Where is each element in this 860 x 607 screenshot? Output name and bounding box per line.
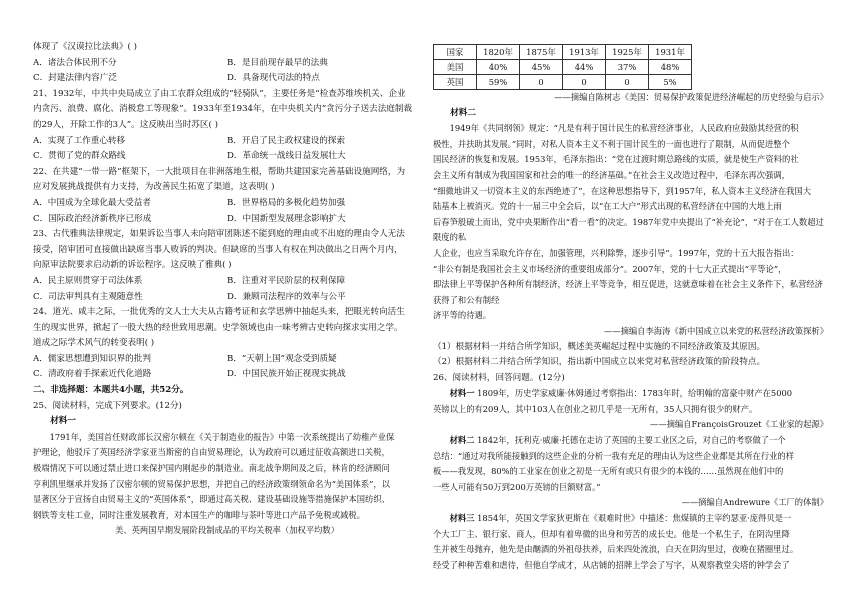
table-cell: 48% (649, 60, 692, 75)
q23-stem-3: 向原审法院要求启动新的诉讼程序。这反映了雅典( ) (33, 260, 232, 271)
material-one-line: 1791年，美国首任财政部长汉密尔顿在《关于制造业的报告》中第一次系统提出了幼稚产业保 (49, 431, 395, 442)
q24-option-d: D．中国民族开始正视现实挑战 (227, 369, 346, 380)
material-one-line: 钢铁等支柱工业，同时注重发展教育，对本国生产的咖啡与茶叶等进口产品予免税或减税。 (33, 509, 365, 520)
left-column (33, 40, 421, 539)
q24-stem-2: 生的现实世界，掀起了一股大热的经世致用思潮。史学领域也由一味考辨古史转向探求实用之学。 (33, 322, 403, 333)
table-cell: 美国 (434, 60, 477, 75)
table-header-cell: 1820年 (477, 45, 520, 60)
material-two-line: 国民经济的恢复和发展。1953年，毛泽东指出：“党在过渡时期总路线的实质，就是使生产资料的社 (433, 154, 799, 165)
material-two-line: 极性，并扶助其发展。”同时，对私人资本主义不利于国计民生的一面也进行了限制，从而促进整个 (433, 138, 790, 149)
q24-stem-1: 24、道光、咸丰之际，一批优秀的文人士大夫从古籍考证和玄学思辨中抽起头来，把眼光转向活生 (33, 307, 405, 318)
material-one-line: 护理论，他驳斥了英国经济学家亚当斯密的自由贸易理论，认为政府可以通过征收高额进口关税， (33, 447, 390, 458)
table-source: ——摘编自陈树志《美国：贸易保护政策促进经济崛起的历史经验与启示》 (554, 92, 828, 102)
table-header-row (434, 45, 692, 60)
q21-stem-2: 内贪污、浪费、腐化、消极怠工等现象”。1933年至1934年，在中央机关内“贪污分子送去法庭制裁 (33, 104, 413, 115)
q26-material-two-line: 总结：“通过对我所能接触到的这些企业的分析一我有充足的理由认为这些企业都是其所在行业的样 (433, 450, 795, 461)
q22-stem-1: 22、在共建“一带一路”框架下，一大批项目在非洲落地生根，帮助共建国家完善基础设施网络，为 (33, 166, 406, 177)
q26-material-one-line: 1809年，历史学家威廉·休姆通过考察指出：1783年时，给明翰的富豪中财产在5000 (477, 388, 793, 399)
q24-option-a: A．儒家思想遭到知识界的批判 (33, 353, 151, 364)
q22-option-d: D．中国新型发展理念影响扩大 (227, 213, 346, 224)
q21-option-b: B．开启了民主政权建设的探索 (227, 135, 346, 146)
q23-options (33, 274, 421, 305)
table-cell: 0 (563, 75, 606, 90)
q25-part-2: （2）根据材料二并结合所学知识，指出新中国成立以来党对私营经济政策的阶段特点。 (433, 357, 766, 368)
q23-stem-1: 23、古代雅典法律规定，如果诉讼当事人未向陪审团陈述不能到庭的理由或不出庭的理由令人无法 (33, 229, 405, 240)
table-cell: 英国 (434, 75, 477, 90)
material-two-line: 会主义所有制成为我国国家和社会的唯一的经济基础。”在社会主义改造过程中，毛泽东再次强调， (433, 169, 790, 180)
table-cell: 59% (477, 75, 520, 90)
table-cell: 37% (606, 60, 649, 75)
q20-option-a: A．诸法合体民刑不分 (33, 57, 117, 68)
q20-tail: 体现了《汉谟拉比法典》( ) (33, 42, 137, 52)
q25-part-1: （1）根据材料一并结合所学知识，概述美英崛起过程中实施的不同经济政策及其原因。 (433, 341, 766, 352)
q21-option-d: D．革命统一战线日益发展壮大 (227, 151, 346, 162)
material-two-source: ——摘编自李海涛《新中国成立以来党的私营经济政策探析》 (603, 325, 828, 336)
table-cell: 5% (649, 75, 692, 90)
table-header-cell: 国家 (434, 45, 477, 60)
q26-material-two-source: ——摘编自Andrewure《工厂的体制》 (681, 497, 828, 508)
material-two-text (433, 121, 828, 324)
q24-stem-3: 道成之际学术风气的转变表明( ) (33, 338, 155, 349)
q26-material-two-line: 1842年，抚利克·威廉·托德在走访了英国的主要工业区之后，对自己的考察做了一个 (477, 435, 786, 446)
q22-option-b: B．世界格局的多极化趋势加强 (227, 197, 346, 208)
table-cell: 40% (477, 60, 520, 75)
q22-option-a: A．中国成为全球化最大受益者 (33, 197, 151, 208)
q21-option-a: A．实现了工作重心转移 (33, 135, 126, 146)
material-two-line: 人企业，也应当采取允许存在，加强管理，兴利除弊，逐步引导”。1997年，党的十五大报告指出： (433, 247, 799, 258)
table-cell: 0 (606, 75, 649, 90)
q22-stem-2: 应对发展挑战提供有力支持，为改善民生拓宽了渠道，这表明( ) (33, 182, 275, 193)
q26-material-one (433, 386, 828, 417)
q21-stem-3: 的29人，开除工作的3人”。这反映出当时苏区( ) (33, 119, 218, 130)
material-two-line: 陆基本上被消灭。党的十一届三中全会后，以“在工大户”形式出现的私营经济在中国的大地上雨 (433, 201, 782, 212)
table-row (434, 75, 692, 90)
tariff-table (433, 44, 692, 90)
q26-stem: 26、阅读材料，回答问题。(12分) (433, 372, 565, 383)
q24-option-c: C．清政府着手探索近代化道路 (33, 369, 152, 380)
q20-options (33, 56, 421, 87)
table-header-cell: 1925年 (606, 45, 649, 60)
q26-material-three-line: 个大工厂主、银行家、商人，但却有着卑微的出身和劳苦的成长史。他是一个私生子，在阴沟里降 (433, 528, 790, 539)
q22-options (33, 196, 421, 227)
table-header-cell: 1931年 (649, 45, 692, 60)
q26-material-three-label: 材料三 (449, 513, 475, 524)
right-column (433, 42, 828, 573)
q24-options (33, 352, 421, 383)
q26-material-two-line: 板——我发现，80%的工业家在创业之初是一无所有或只有很少的本钱的……虽然现在他们中的 (433, 466, 784, 477)
material-two-title: 材料二 (450, 107, 476, 118)
material-two-line: 1949年《共同纲领》规定：“凡是有利于国计民生的私营经济事业，人民政府应鼓励其经营的积 (449, 123, 799, 134)
table-caption: 美、英两国早期发展阶段制成品的平均关税率（加权平均数） (114, 525, 340, 536)
q23-stem-2: 接受，陪审团可直接做出缺席当事人败诉的判决。但缺席的当事人有权在判决做出之日两个月内， (33, 244, 403, 255)
q26-material-two-line: 一些人可能有50万到200万英镑的巨额财富。” (433, 481, 601, 492)
q26-material-one-source: ——摘编自FrançoisGrouzet《工业家的起源》 (650, 419, 828, 430)
material-two-line: “细微地讲又一切资本主义的东西绝迹了”，在这种思想指导下，到1957年，私人资本主义经济在我国大 (433, 185, 812, 196)
material-one-line: 极端情况下可以通过禁止进口来保护国内刚起步的制造业。南北战争期间及之后，林肯的经济顾问 (33, 463, 390, 474)
table-cell: 45% (520, 60, 563, 75)
q20-option-b: B．是目前现存最早的法典 (227, 57, 328, 68)
q21-option-c: C．贯彻了党的群众路线 (33, 151, 126, 162)
q26-material-three-line: 1854年，英国文学家狄更斯在《艰难时世》中描述：焦煤镇的主宰约瑟亚·庞得贝是一 (477, 513, 792, 524)
q26-material-three-line: 经受了种种苦难和虐待，但他自学成才，从店铺的招牌上学会了写字，从观察教堂尖塔的钟学会了 (433, 559, 790, 570)
q23-option-b: B．注重对平民阶层的权利保障 (227, 275, 346, 286)
q21-options (33, 134, 421, 165)
q20-option-d: D．具备现代司法的特点 (227, 73, 320, 84)
table-cell: 44% (563, 60, 606, 75)
q26-material-one-label: 材料一 (449, 388, 475, 399)
table-row (434, 60, 692, 75)
q26-material-three (433, 511, 828, 573)
q22-option-c: C．国际政治经济新秩序已形成 (33, 213, 152, 224)
q24-option-b: B．“天朝上国”观念受到质疑 (227, 353, 337, 364)
table-cell: 0 (520, 75, 563, 90)
q23-option-c: C．司法审判具有主观随意性 (33, 291, 143, 302)
q23-option-d: D．兼顾司法程序的效率与公平 (227, 291, 346, 302)
material-two-line: “非公有制是我国社会主义市场经济的重要组成部分”。2007年，党的十七大正式提出“平等论”， (433, 263, 787, 274)
material-one-text (33, 430, 421, 524)
q26-material-three-line: 生并被生母抛弃，他先是由酗酒的外祖母扶养，后来四处流浪，白天在阴沟里过，夜晚在猪圈里过。 (433, 544, 799, 555)
material-one-title: 材料一 (50, 416, 76, 427)
q26-material-two-label: 材料二 (449, 435, 475, 446)
q23-option-a: A．民主原则贯穿于司法体系 (33, 275, 143, 286)
q20-option-c: C．封建法律内容广泛 (33, 73, 117, 84)
q21-stem-1: 21、1932年，中共中央局成立了由工农群众组成的“轻骑队”，主要任务是“检查苏维埃机关、企业 (33, 88, 406, 99)
section-two-heading: 二、非选择题：本题共4小题，共52分。 (33, 385, 189, 396)
q26-material-one-line: 英镑以上的有209人，其中103人在创业之初几乎是一无所有，35人只拥有很少的财产。 (433, 403, 758, 414)
table-header-cell: 1913年 (563, 45, 606, 60)
table-header-cell: 1875年 (520, 45, 563, 60)
material-two-line: 济平等的待遇。 (433, 310, 492, 321)
material-two-line: 后春笋般破土而出，党中央果断作出“看一看”的决定。1987年党中央提出了“补充论”，“对于在工人数超过限度的私 (433, 216, 824, 243)
material-one-line: 显著区分于宣扬自由贸易主义的“英国体系”，即通过高关税、建设基础设施等措施保护本国纺织、 (33, 494, 390, 505)
q26-material-two (433, 433, 828, 495)
material-two-line: 即法律上平等保护各种所有制经济，经济上平等竞争，相互促进，这就意味着在社会主义条件下，私营经济获得了和公有制经 (433, 279, 823, 305)
material-one-line: 亨利凯里继承并发扬了汉密尔顿的贸易保护思想，并把自己的经济政策纲领命名为“美国体系”，以 (33, 478, 390, 489)
q25-stem: 25、阅读材料，完成下列要求。(12分) (33, 400, 182, 411)
